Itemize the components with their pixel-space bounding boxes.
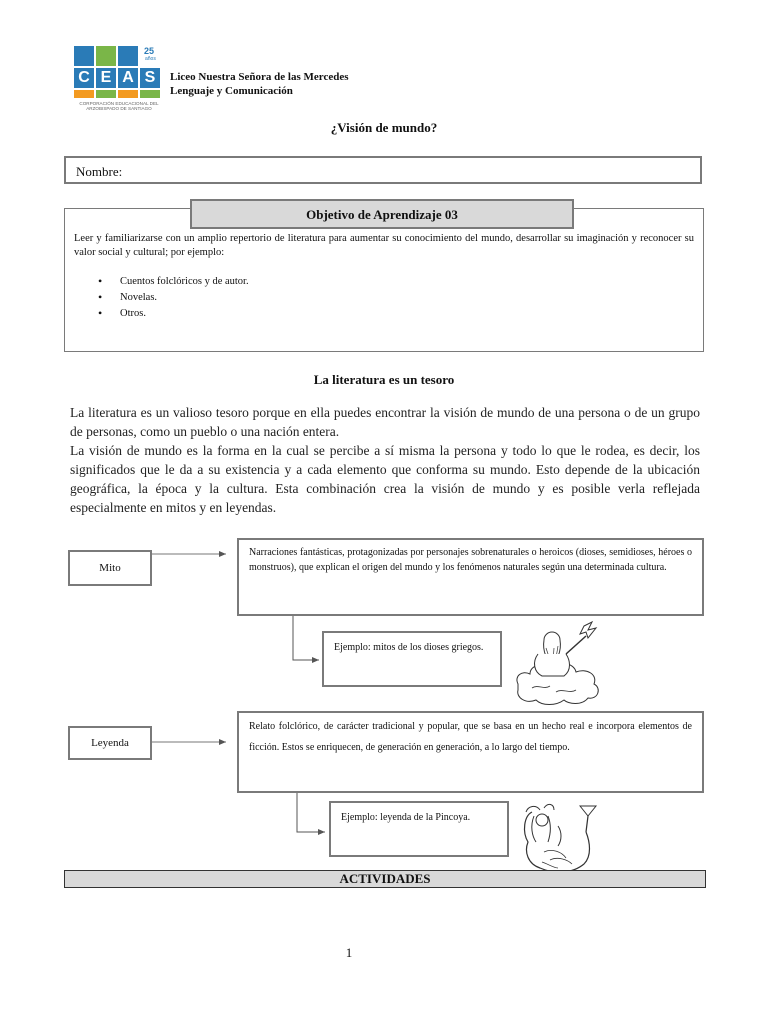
objective-header: Objetivo de Aprendizaje 03 <box>190 199 574 229</box>
logo-letter: S <box>144 69 156 86</box>
intro-text <box>70 403 700 517</box>
logo-caption: CORPORACIÓN EDUCACIONAL DEL ARZOBISPADO DE SANTIAGO <box>79 101 159 111</box>
zeus-illustration <box>512 618 604 706</box>
activities-header: ACTIVIDADES <box>64 870 706 888</box>
logo-anniversary: 25 <box>144 46 155 56</box>
document-title: ¿Visión de mundo? <box>330 120 438 135</box>
logo-anniversary-unit: años <box>145 56 156 62</box>
list-item: • Cuentos folclóricos y de autor. <box>98 274 249 290</box>
paragraph: La literatura es un valioso tesoro porque en ella puedes encontrar la visión de mundo de una persona o de un grupo de personas, como un pueblo o una nación entera. <box>70 405 700 439</box>
mito-example: Ejemplo: mitos de los dioses griegos. <box>322 631 502 687</box>
name-field[interactable] <box>64 156 702 184</box>
school-logo <box>74 46 164 116</box>
leyenda-example-arrow <box>273 789 325 832</box>
mito-label: Mito <box>99 562 121 574</box>
objective-list <box>98 274 249 322</box>
logo-letter: A <box>122 69 134 86</box>
logo-square <box>96 46 116 66</box>
logo-letter: E <box>100 69 112 86</box>
subject-name: Lenguaje y Comunicación <box>170 85 293 97</box>
logo-square <box>96 90 116 98</box>
logo-square <box>74 46 94 66</box>
leyenda-definition: Relato folclórico, de carácter tradicional y popular, que se basa en un hecho real e incorpora elementos de ficción. Estos se enriquecen, de generación en generación, a lo largo del tiempo. <box>237 711 704 793</box>
mito-example-arrow <box>293 616 319 660</box>
logo-square <box>118 46 138 66</box>
mito-definition: Narraciones fantásticas, protagonizadas por personajes sobrenaturales o heroicos (dioses, semidioses, héroes o monstruos), que explican el origen del mundo y los fenómenos naturales según una determinada cultura. <box>237 538 704 616</box>
list-item: • Novelas. <box>98 290 249 306</box>
logo-square <box>118 90 138 98</box>
objective-text: Leer y familiarizarse con un amplio repertorio de literatura para aumentar su conocimiento del mundo, desarrollar su imaginación y reconocer su valor social y cultural; por ejemplo: <box>74 233 694 258</box>
name-label: Nombre: <box>76 164 123 179</box>
section-title: La literatura es un tesoro <box>313 372 455 387</box>
mito-label-box <box>68 550 152 586</box>
leyenda-label: Leyenda <box>91 737 129 749</box>
page-number: 1 <box>345 945 353 960</box>
leyenda-label-box <box>68 726 152 760</box>
list-item: • Otros. <box>98 306 249 322</box>
leyenda-example: Ejemplo: leyenda de la Pincoya. <box>329 801 509 857</box>
school-name: Liceo Nuestra Señora de las Mercedes <box>170 71 349 83</box>
logo-square <box>74 90 94 98</box>
paragraph: La visión de mundo es la forma en la cual se percibe a sí misma la persona y todo lo que le rodea, es decir, los significados que le da a su existencia y a cada elemento que conforma su mundo. Esto depende de la ubicación geográfica, la época y la cultura. Esta combinación crea la visión de mundo y es posible verla reflejada especialmente en mitos y en leyendas. <box>70 443 700 515</box>
logo-letter: C <box>78 69 90 86</box>
logo-square <box>140 90 160 98</box>
